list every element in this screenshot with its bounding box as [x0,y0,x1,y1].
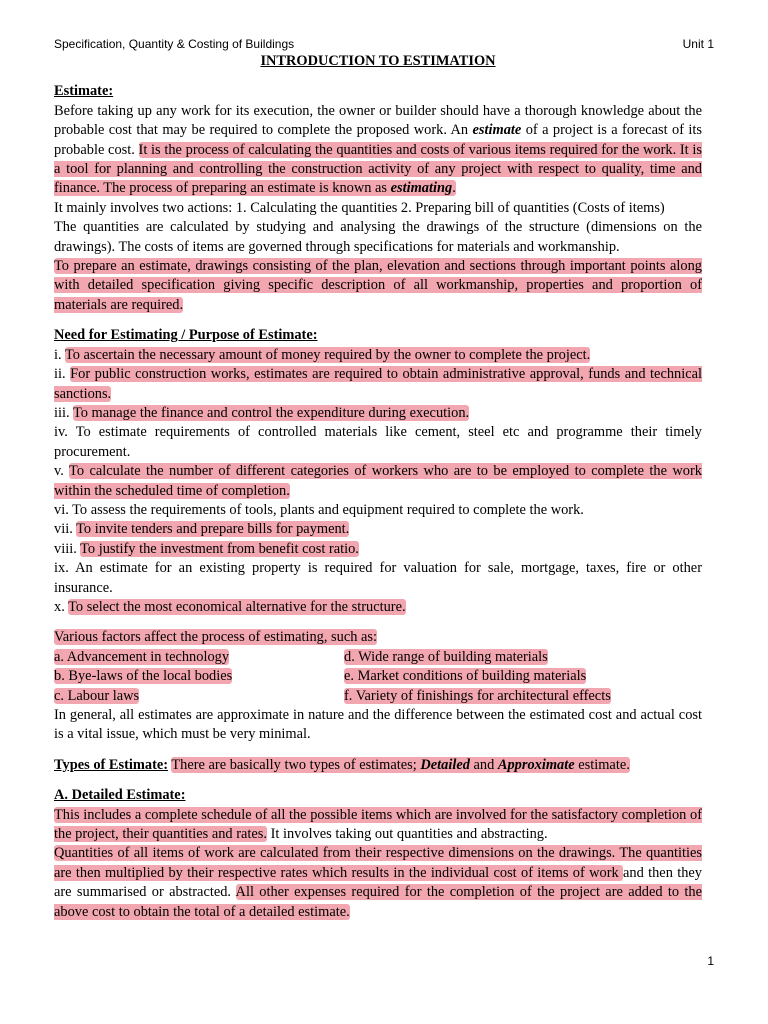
running-header-unit: Unit 1 [682,37,714,51]
document-body [54,52,702,922]
estimate-paragraph-3: The quantities are calculated by studying and analysing the drawings of the structure (dimensions on the drawings). The costs of items are governed through specifications for materials and workmanship. [54,219,702,255]
estimate-paragraph-1: Before taking up any work for its execution, the owner or builder should have a thorough knowledge about the probable cost that may be required to complete the proposed work. An estimate of a project is a forecast of its probable cost. It is the process of calculating the quantities and costs of various items required for the work. It is a tool for planning and controlling the construction activity of any project with respect to quality, time and finance. The process of preparing an estimate is known as estimating. [54,102,702,197]
list-number: vii. [54,521,77,538]
list-number: iv. [54,424,76,441]
list-text: To calculate the number of different categories of workers who are to be employed to complete the work within the scheduled time of completion. [54,463,702,499]
factor-item: d. Wide range of building materials [344,648,548,665]
estimate-paragraph-2: It mainly involves two actions: 1. Calculating the quantities 2. Preparing bill of quantities (Costs of items) [54,199,665,216]
list-number: iii. [54,404,73,421]
need-list [54,346,702,618]
need-heading: Need for Estimating / Purpose of Estimate: [54,327,318,344]
need-list-item [54,540,702,559]
highlight: Quantities of all items of work are calculated from their respective dimensions on the drawings. The quantities are then multiplied by their respective rates which results in the individual cost of items of work [54,845,702,881]
estimate-heading: Estimate: [54,83,114,100]
document-title: INTRODUCTION TO ESTIMATION [260,53,496,69]
list-text: An estimate for an existing property is required for valuation for sale, mortgage, taxes, fire or other insurance. [54,560,702,596]
factor-item: f. Variety of finishings for architectural effects [344,687,611,704]
detailed-paragraph-2: Quantities of all items of work are calculated from their respective dimensions on the drawings. The quantities are then multiplied by their respective rates which results in the individual cost of items of work and then they are summarised or abstracted. All other expenses required for the completion of the project are added to the above cost to obtain the total of a detailed estimate. [54,845,702,920]
highlight: To prepare an estimate, drawings consisting of the plan, elevation and sections through important points along with detailed specification giving specific description of all workmanship, properties and proportion of materials are required. [54,258,702,313]
list-text: For public construction works, estimates are required to obtain administrative approval, funds and technical sanctions. [54,366,702,402]
need-list-item [54,423,702,462]
detailed-paragraph-1: This includes a complete schedule of all the possible items which are involved for the satisfactory completion of the project, their quantities and rates. It involves taking out quantities and abstracting. [54,806,702,843]
list-text: To invite tenders and prepare bills for payment. [76,521,350,538]
list-number: viii. [54,540,81,557]
need-list-item [54,404,702,423]
factor-item: e. Market conditions of building materials [344,668,587,685]
list-text: To justify the investment from benefit cost ratio. [80,540,359,557]
highlight: There are basically two types of estimates; Detailed and Approximate estimate. [171,756,630,773]
factor-item: c. Labour laws [54,687,140,704]
need-list-item [54,598,702,617]
list-text: To assess the requirements of tools, plants and equipment required to complete the work. [72,501,584,518]
need-list-item [54,462,702,501]
need-list-item [54,365,702,404]
highlight: All other expenses required for the completion of the project are added to the above cost to obtain the total of a detailed estimate. [54,884,702,920]
list-number: x. [54,598,69,615]
list-text: To manage the finance and control the expenditure during execution. [72,404,470,421]
highlight: It is the process of calculating the quantities and costs of various items required for the work. It is a tool for planning and controlling the construction activity of any project with respect to quality, time and finance. The process of preparing an estimate is known as estimating. [54,141,702,197]
factors-row-2 [54,667,702,686]
list-number: v. [54,463,70,480]
factors-row-3 [54,687,702,706]
factors-row-1 [54,648,702,667]
factor-item: b. Bye-laws of the local bodies [54,668,233,685]
highlight: Various factors affect the process of estimating, such as: [54,629,378,646]
running-header-title: Specification, Quantity & Costing of Buildings [54,37,295,51]
types-heading: Types of Estimate: [54,756,169,773]
need-list-item [54,520,702,539]
need-list-item [54,559,702,598]
list-text: To select the most economical alternative for the structure. [68,598,406,615]
list-text: To ascertain the necessary amount of money required by the owner to complete the project. [64,346,591,363]
types-paragraph [54,756,702,775]
need-list-item [54,501,702,520]
factors-conclusion: In general, all estimates are approximate in nature and the difference between the estimated cost and actual cost is a vital issue, which must be very minimal. [54,707,702,743]
need-list-item [54,346,702,365]
highlight: This includes a complete schedule of all the possible items which are involved for the satisfactory completion of the project, their quantities and rates. [54,806,702,843]
list-number: i. [54,346,65,363]
factor-item: a. Advancement in technology [54,648,230,665]
list-number: vi. [54,501,73,518]
page-number: 1 [707,954,714,968]
list-text: To estimate requirements of controlled materials like cement, steel etc and programme their timely procurement. [54,424,702,460]
factors-intro [54,628,702,647]
detailed-heading: A. Detailed Estimate: [54,787,186,804]
list-number: ix. [54,560,76,577]
estimate-paragraph-4 [54,257,702,315]
list-number: ii. [54,366,71,383]
